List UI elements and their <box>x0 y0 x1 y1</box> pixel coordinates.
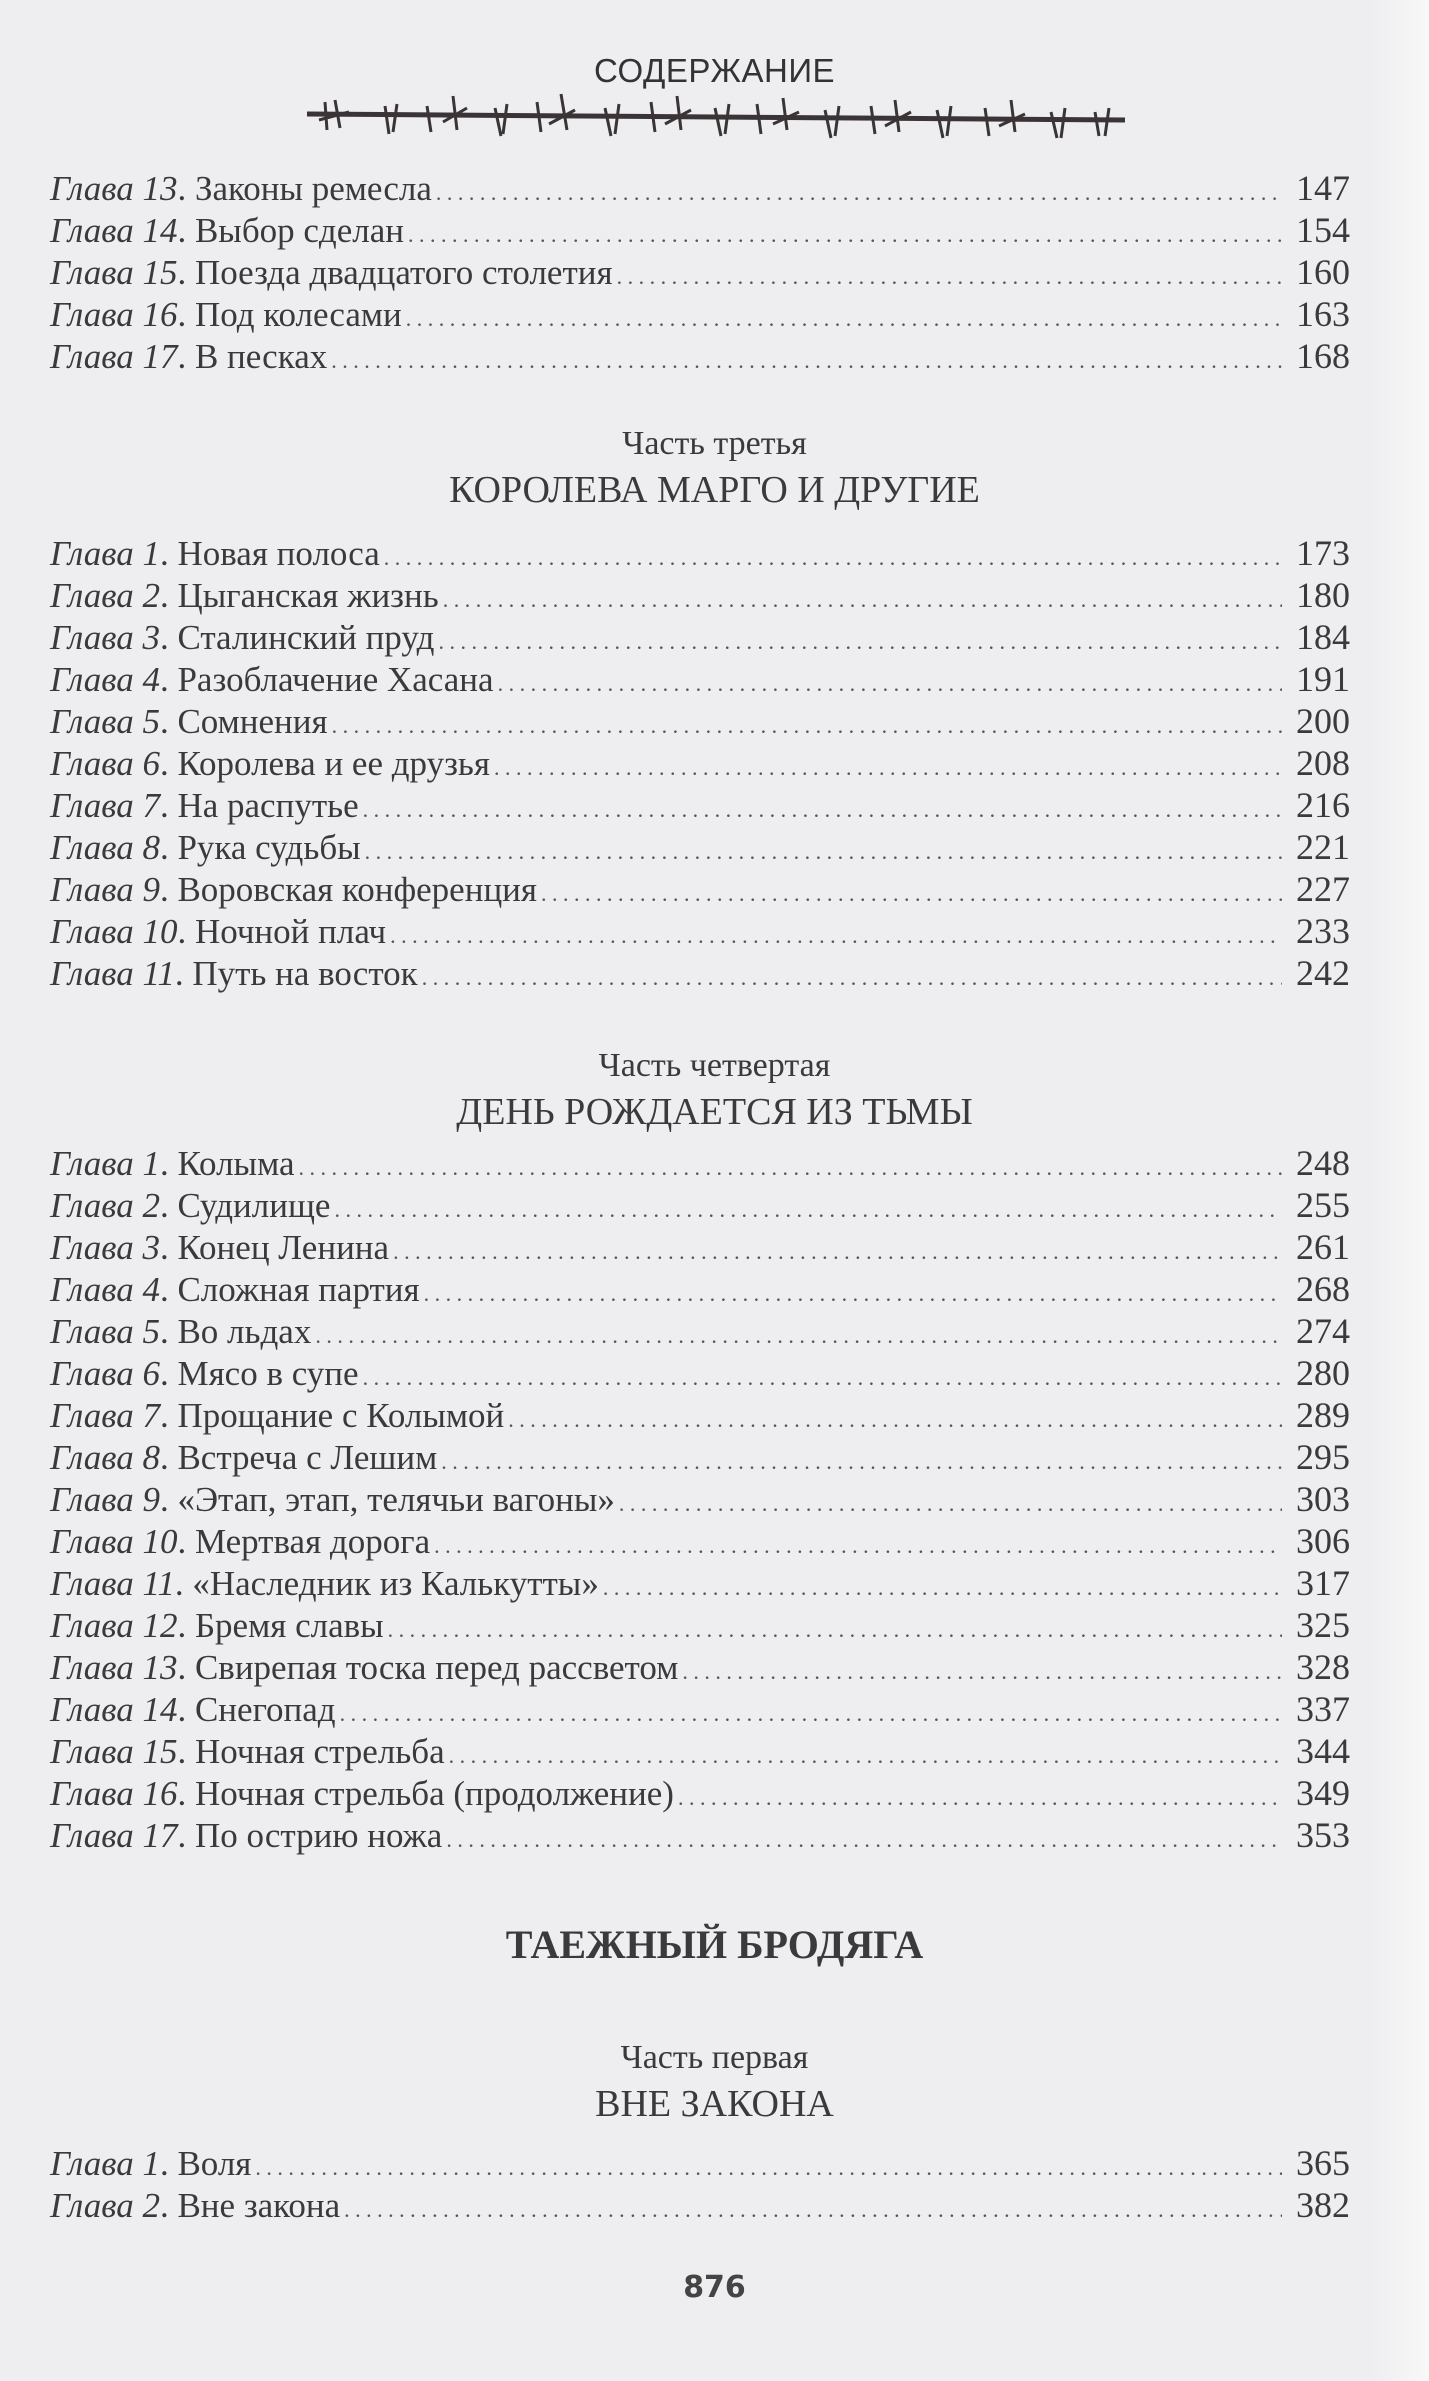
dot-leader <box>363 1353 1282 1399</box>
dot-leader <box>498 659 1282 705</box>
dot-leader <box>299 1143 1282 1189</box>
toc-part-4 <box>50 1142 1350 1856</box>
dot-leader <box>441 1437 1282 1483</box>
toc-entry[interactable]: Глава 2 . Судилище . . . 255 <box>50 1184 1350 1226</box>
toc-part-3 <box>50 532 1350 994</box>
dot-leader <box>443 575 1282 621</box>
dot-leader <box>424 1269 1282 1315</box>
dot-leader <box>541 869 1282 915</box>
dot-leader <box>331 336 1282 382</box>
page-number: 365 <box>1296 2143 1350 2183</box>
toc-entry[interactable]: Глава 1 . Новая полоса . . . 173 <box>50 532 1350 574</box>
toc-entry[interactable]: Глава 8 . Встреча с Лешим . . . 295 <box>50 1436 1350 1478</box>
part-title: ДЕНЬ РОЖДАЕТСЯ ИЗ ТЬМЫ <box>456 1091 973 1133</box>
page-number: 303 <box>1296 1479 1350 1519</box>
page-number: 233 <box>1296 911 1350 951</box>
page-number: 280 <box>1296 1353 1350 1393</box>
dot-leader <box>619 1479 1282 1525</box>
toc-entry[interactable]: Глава 6 . Мясо в супе . . . 280 <box>50 1352 1350 1394</box>
page-number: 200 <box>1296 701 1350 741</box>
page-number: 184 <box>1296 617 1350 657</box>
toc-entry[interactable]: Глава 2 . Вне закона . . . 382 <box>50 2184 1350 2226</box>
page-number: 325 <box>1296 1605 1350 1645</box>
page-number: 255 <box>1296 1185 1350 1225</box>
toc-entry[interactable]: Глава 16 . Под колесами . . . 163 <box>50 293 1350 335</box>
toc-entry[interactable]: Глава 15 . Поезда двадцатого столетия . . . 160 <box>50 251 1350 293</box>
toc-entry[interactable]: Глава 5 . Сомнения . . . 200 <box>50 700 1350 742</box>
toc-entry[interactable]: Глава 13 . Законы ремесла . . . 147 <box>50 167 1350 209</box>
dot-leader <box>617 252 1282 298</box>
page-number: 382 <box>1296 2185 1350 2225</box>
dot-leader <box>438 617 1282 663</box>
dot-leader <box>393 1227 1282 1273</box>
dot-leader <box>436 168 1282 214</box>
toc-entry[interactable]: Глава 15 . Ночная стрельба . . . 344 <box>50 1730 1350 1772</box>
page-number: 306 <box>1296 1521 1350 1561</box>
book-heading <box>0 1920 1429 1970</box>
page-number: 242 <box>1296 953 1350 993</box>
part-label: Часть третья <box>622 425 807 462</box>
book-title: ТАЕЖНЫЙ БРОДЯГА <box>505 1922 924 1967</box>
page-number: 353 <box>1296 1815 1350 1855</box>
toc-entry[interactable]: Глава 16 . Ночная стрельба (продолжение) . . . 349 <box>50 1772 1350 1814</box>
toc-entry[interactable]: Глава 9 . Воровская конференция . . . 227 <box>50 868 1350 910</box>
page-number: 163 <box>1296 294 1350 334</box>
toc-entry[interactable]: Глава 3 . Сталинский пруд . . . 184 <box>50 616 1350 658</box>
part-label: Часть первая <box>620 2039 809 2076</box>
dot-leader <box>315 1311 1282 1357</box>
dot-leader <box>334 1185 1282 1231</box>
toc-entry[interactable]: Глава 17 . В песках . . . 168 <box>50 335 1350 377</box>
dot-leader <box>390 911 1282 957</box>
page-number: 268 <box>1296 1269 1350 1309</box>
toc-entry[interactable]: Глава 3 . Конец Ленина . . . 261 <box>50 1226 1350 1268</box>
toc-entry[interactable]: Глава 2 . Цыганская жизнь . . . 180 <box>50 574 1350 616</box>
toc-entry[interactable]: Глава 10 . Ночной плач . . . 233 <box>50 910 1350 952</box>
part-heading <box>0 1044 1429 1136</box>
dot-leader <box>603 1563 1282 1609</box>
toc-entry[interactable]: Глава 9 . «Этап, этап, телячьи вагоны» . . . 303 <box>50 1478 1350 1520</box>
page-number: 337 <box>1296 1689 1350 1729</box>
dot-leader <box>384 533 1282 579</box>
page-number: 289 <box>1296 1395 1350 1435</box>
page-number: 295 <box>1296 1437 1350 1477</box>
page-number: 147 <box>1296 168 1350 208</box>
running-head: СОДЕРЖАНИЕ <box>593 52 836 89</box>
toc-entry[interactable]: Глава 1 . Воля . . . 365 <box>50 2142 1350 2184</box>
page-number: 344 <box>1296 1731 1350 1771</box>
page-number: 180 <box>1296 575 1350 615</box>
toc-section-continued <box>50 167 1350 377</box>
dot-leader <box>363 785 1282 831</box>
dot-leader <box>408 210 1282 256</box>
dot-leader <box>682 1647 1282 1693</box>
page-number: 328 <box>1296 1647 1350 1687</box>
page-number: 274 <box>1296 1311 1350 1351</box>
dot-leader <box>434 1521 1282 1567</box>
toc-entry[interactable]: Глава 10 . Мертвая дорога . . . 306 <box>50 1520 1350 1562</box>
page-number: 261 <box>1296 1227 1350 1267</box>
page-number: 227 <box>1296 869 1350 909</box>
toc-book2-part-1 <box>50 2142 1350 2226</box>
page-number: 248 <box>1296 1143 1350 1183</box>
part-heading <box>0 2036 1429 2128</box>
toc-entry[interactable]: Глава 17 . По острию ножа . . . 353 <box>50 1814 1350 1856</box>
page-number: 173 <box>1296 533 1350 573</box>
page-number: 154 <box>1296 210 1350 250</box>
part-heading <box>0 422 1429 514</box>
page-folio: 876 <box>683 2270 746 2305</box>
dot-leader <box>340 1689 1282 1735</box>
dot-leader <box>255 2143 1282 2189</box>
toc-entry[interactable]: Глава 6 . Королева и ее друзья . . . 208 <box>50 742 1350 784</box>
toc-entry[interactable]: Глава 4 . Разоблачение Хасана . . . 191 <box>50 658 1350 700</box>
toc-entry[interactable]: Глава 11 . Путь на восток . . . 242 <box>50 952 1350 994</box>
page-number: 349 <box>1296 1773 1350 1813</box>
toc-entry[interactable]: Глава 5 . Во льдах . . . 274 <box>50 1310 1350 1352</box>
toc-entry[interactable]: Глава 7 . На распутье . . . 216 <box>50 784 1350 826</box>
page-number: 191 <box>1296 659 1350 699</box>
page-number: 160 <box>1296 252 1350 292</box>
page-number: 168 <box>1296 336 1350 376</box>
toc-entry[interactable]: Глава 12 . Бремя славы . . . 325 <box>50 1604 1350 1646</box>
dot-leader <box>422 953 1282 999</box>
toc-entry[interactable]: Глава 13 . Свирепая тоска перед рассветом . . . 328 <box>50 1646 1350 1688</box>
toc-entry[interactable]: Глава 7 . Прощание с Колымой . . . 289 <box>50 1394 1350 1436</box>
toc-entry[interactable]: Глава 11 . «Наследник из Калькутты» . . . 317 <box>50 1562 1350 1604</box>
dot-leader <box>406 294 1282 340</box>
dot-leader <box>344 2185 1282 2231</box>
page-number: 221 <box>1296 827 1350 867</box>
dot-leader <box>332 701 1282 747</box>
toc-entry[interactable]: Глава 14 . Выбор сделан . . . 154 <box>50 209 1350 251</box>
toc-entry[interactable]: Глава 14 . Снегопад . . . 337 <box>50 1688 1350 1730</box>
part-title: ВНЕ ЗАКОНА <box>595 2083 834 2125</box>
toc-entry[interactable]: Глава 8 . Рука судьбы . . . 221 <box>50 826 1350 868</box>
toc-entry[interactable]: Глава 1 . Колыма . . . 248 <box>50 1142 1350 1184</box>
page-number: 216 <box>1296 785 1350 825</box>
page-number: 208 <box>1296 743 1350 783</box>
page-edge-shadow <box>1369 0 1429 2381</box>
dot-leader <box>678 1773 1282 1819</box>
page-number: 317 <box>1296 1563 1350 1603</box>
dot-leader <box>446 1815 1282 1861</box>
part-label: Часть четвертая <box>598 1047 831 1084</box>
toc-entry[interactable]: Глава 4 . Сложная партия . . . 268 <box>50 1268 1350 1310</box>
dot-leader <box>449 1731 1282 1777</box>
dot-leader <box>508 1395 1282 1441</box>
dot-leader <box>365 827 1282 873</box>
dot-leader <box>388 1605 1282 1651</box>
dot-leader <box>494 743 1282 789</box>
part-title: КОРОЛЕВА МАРГО И ДРУГИЕ <box>449 469 980 511</box>
barbed-wire-ornament <box>305 90 1130 140</box>
